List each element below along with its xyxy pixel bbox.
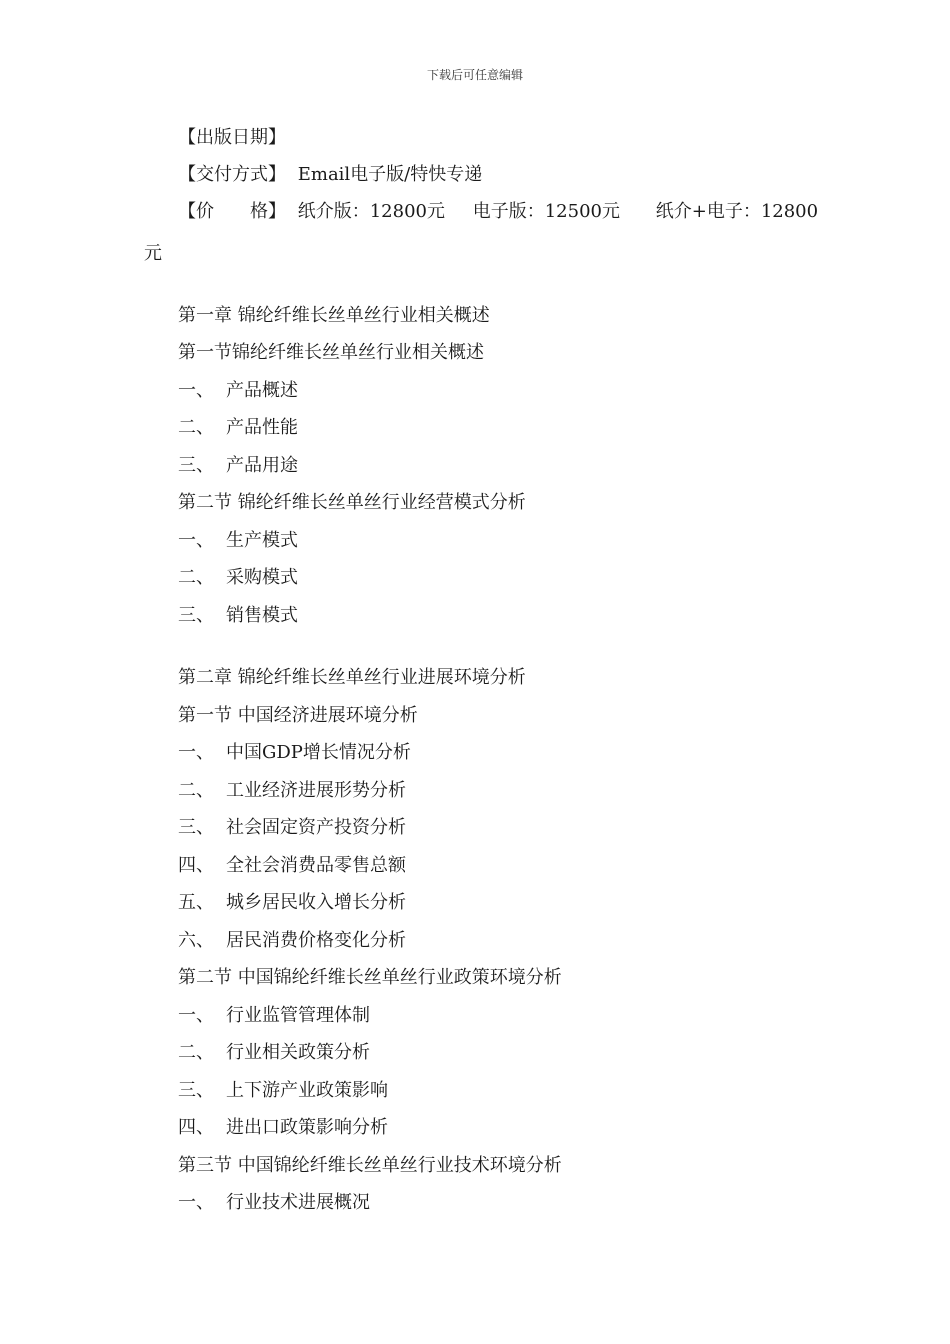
toc-subitem [178, 816, 406, 840]
toc-item-text: 上下游产业政策影响 [226, 1080, 388, 1101]
toc-item-number: 二、 [178, 1042, 214, 1063]
toc-item-number: 二、 [178, 567, 214, 588]
toc-item-number: 二、 [178, 417, 214, 438]
toc-subitem [178, 854, 406, 878]
toc-item-number: 五、 [178, 892, 214, 913]
toc-item-text: 采购模式 [226, 567, 298, 588]
page-header: 下载后可任意编辑 [426, 68, 523, 82]
toc-subitem [178, 1041, 370, 1065]
toc-item-text: 行业相关政策分析 [226, 1042, 370, 1063]
toc-subitem [178, 891, 406, 915]
toc-item-number: 三、 [178, 605, 214, 626]
toc-subitem [178, 779, 406, 803]
toc-item-number: 六、 [178, 930, 214, 951]
toc-item-text: 社会固定资产投资分析 [226, 817, 406, 838]
publish-date-label: 【出版日期】 [178, 127, 286, 148]
toc-item-text: 第二节 锦纶纤维长丝单丝行业经营模式分析 [178, 492, 526, 513]
toc-item-number: 三、 [178, 817, 214, 838]
toc-item-text: 第一节锦纶纤维长丝单丝行业相关概述 [178, 342, 484, 363]
toc-item-text: 产品用途 [226, 455, 298, 476]
toc-subitem [178, 604, 298, 628]
toc-subitem [178, 929, 406, 953]
toc-item-text: 销售模式 [226, 605, 298, 626]
price-label: 【价 格】 [178, 201, 286, 222]
toc-item-text: 第一节 中国经济进展环境分析 [178, 705, 418, 726]
toc-heading [178, 491, 526, 515]
toc-subitem [178, 1079, 388, 1103]
toc-item-number: 一、 [178, 1005, 214, 1026]
toc-item-number: 一、 [178, 530, 214, 551]
toc-subitem [178, 529, 298, 553]
toc-item-text: 居民消费价格变化分析 [226, 930, 406, 951]
toc-subitem [178, 454, 298, 478]
delivery-label: 【交付方式】 [178, 164, 286, 185]
toc-item-text: 第一章 锦纶纤维长丝单丝行业相关概述 [178, 305, 490, 326]
delivery-line [178, 163, 482, 187]
toc-item-text: 第二节 中国锦纶纤维长丝单丝行业政策环境分析 [178, 967, 562, 988]
toc-item-text: 产品概述 [226, 380, 298, 401]
toc-subitem [178, 1191, 370, 1215]
toc-item-text: 全社会消费品零售总额 [226, 855, 406, 876]
toc-item-text: 生产模式 [226, 530, 298, 551]
toc-subitem [178, 741, 411, 765]
toc-item-text: 行业监管管理体制 [226, 1005, 370, 1026]
price-unit-wrap: 元 [144, 243, 162, 264]
toc-item-number: 二、 [178, 780, 214, 801]
price-electronic: 电子版：12500元 [472, 201, 620, 222]
toc-heading [178, 704, 418, 728]
toc-item-text: 第二章 锦纶纤维长丝单丝行业进展环境分析 [178, 667, 526, 688]
toc-subitem [178, 1116, 388, 1140]
toc-item-text: 中国GDP增长情况分析 [226, 742, 411, 763]
toc-subitem [178, 1004, 370, 1028]
price-paper: 纸介版：12800元 [297, 201, 445, 222]
delivery-value: Email电子版/特快专递 [297, 164, 483, 185]
toc-item-text: 进出口政策影响分析 [226, 1117, 388, 1138]
toc-item-text: 产品性能 [226, 417, 298, 438]
price-line [178, 200, 818, 224]
toc-heading [178, 304, 490, 328]
toc-item-number: 四、 [178, 1117, 214, 1138]
toc-heading [178, 341, 484, 365]
toc-item-number: 一、 [178, 380, 214, 401]
toc-item-text: 城乡居民收入增长分析 [226, 892, 406, 913]
toc-item-number: 一、 [178, 1192, 214, 1213]
toc-subitem [178, 566, 298, 590]
toc-item-text: 行业技术进展概况 [226, 1192, 370, 1213]
toc-subitem [178, 379, 298, 403]
toc-item-number: 一、 [178, 742, 214, 763]
toc-item-text: 工业经济进展形势分析 [226, 780, 406, 801]
toc-item-number: 四、 [178, 855, 214, 876]
toc-subitem [178, 416, 298, 440]
toc-item-text: 第三节 中国锦纶纤维长丝单丝行业技术环境分析 [178, 1155, 562, 1176]
toc-heading [178, 1154, 562, 1178]
price-both: 纸介+电子：12800 [655, 201, 819, 222]
toc-heading [178, 666, 526, 690]
toc-item-number: 三、 [178, 455, 214, 476]
toc-heading [178, 966, 562, 990]
toc-item-number: 三、 [178, 1080, 214, 1101]
